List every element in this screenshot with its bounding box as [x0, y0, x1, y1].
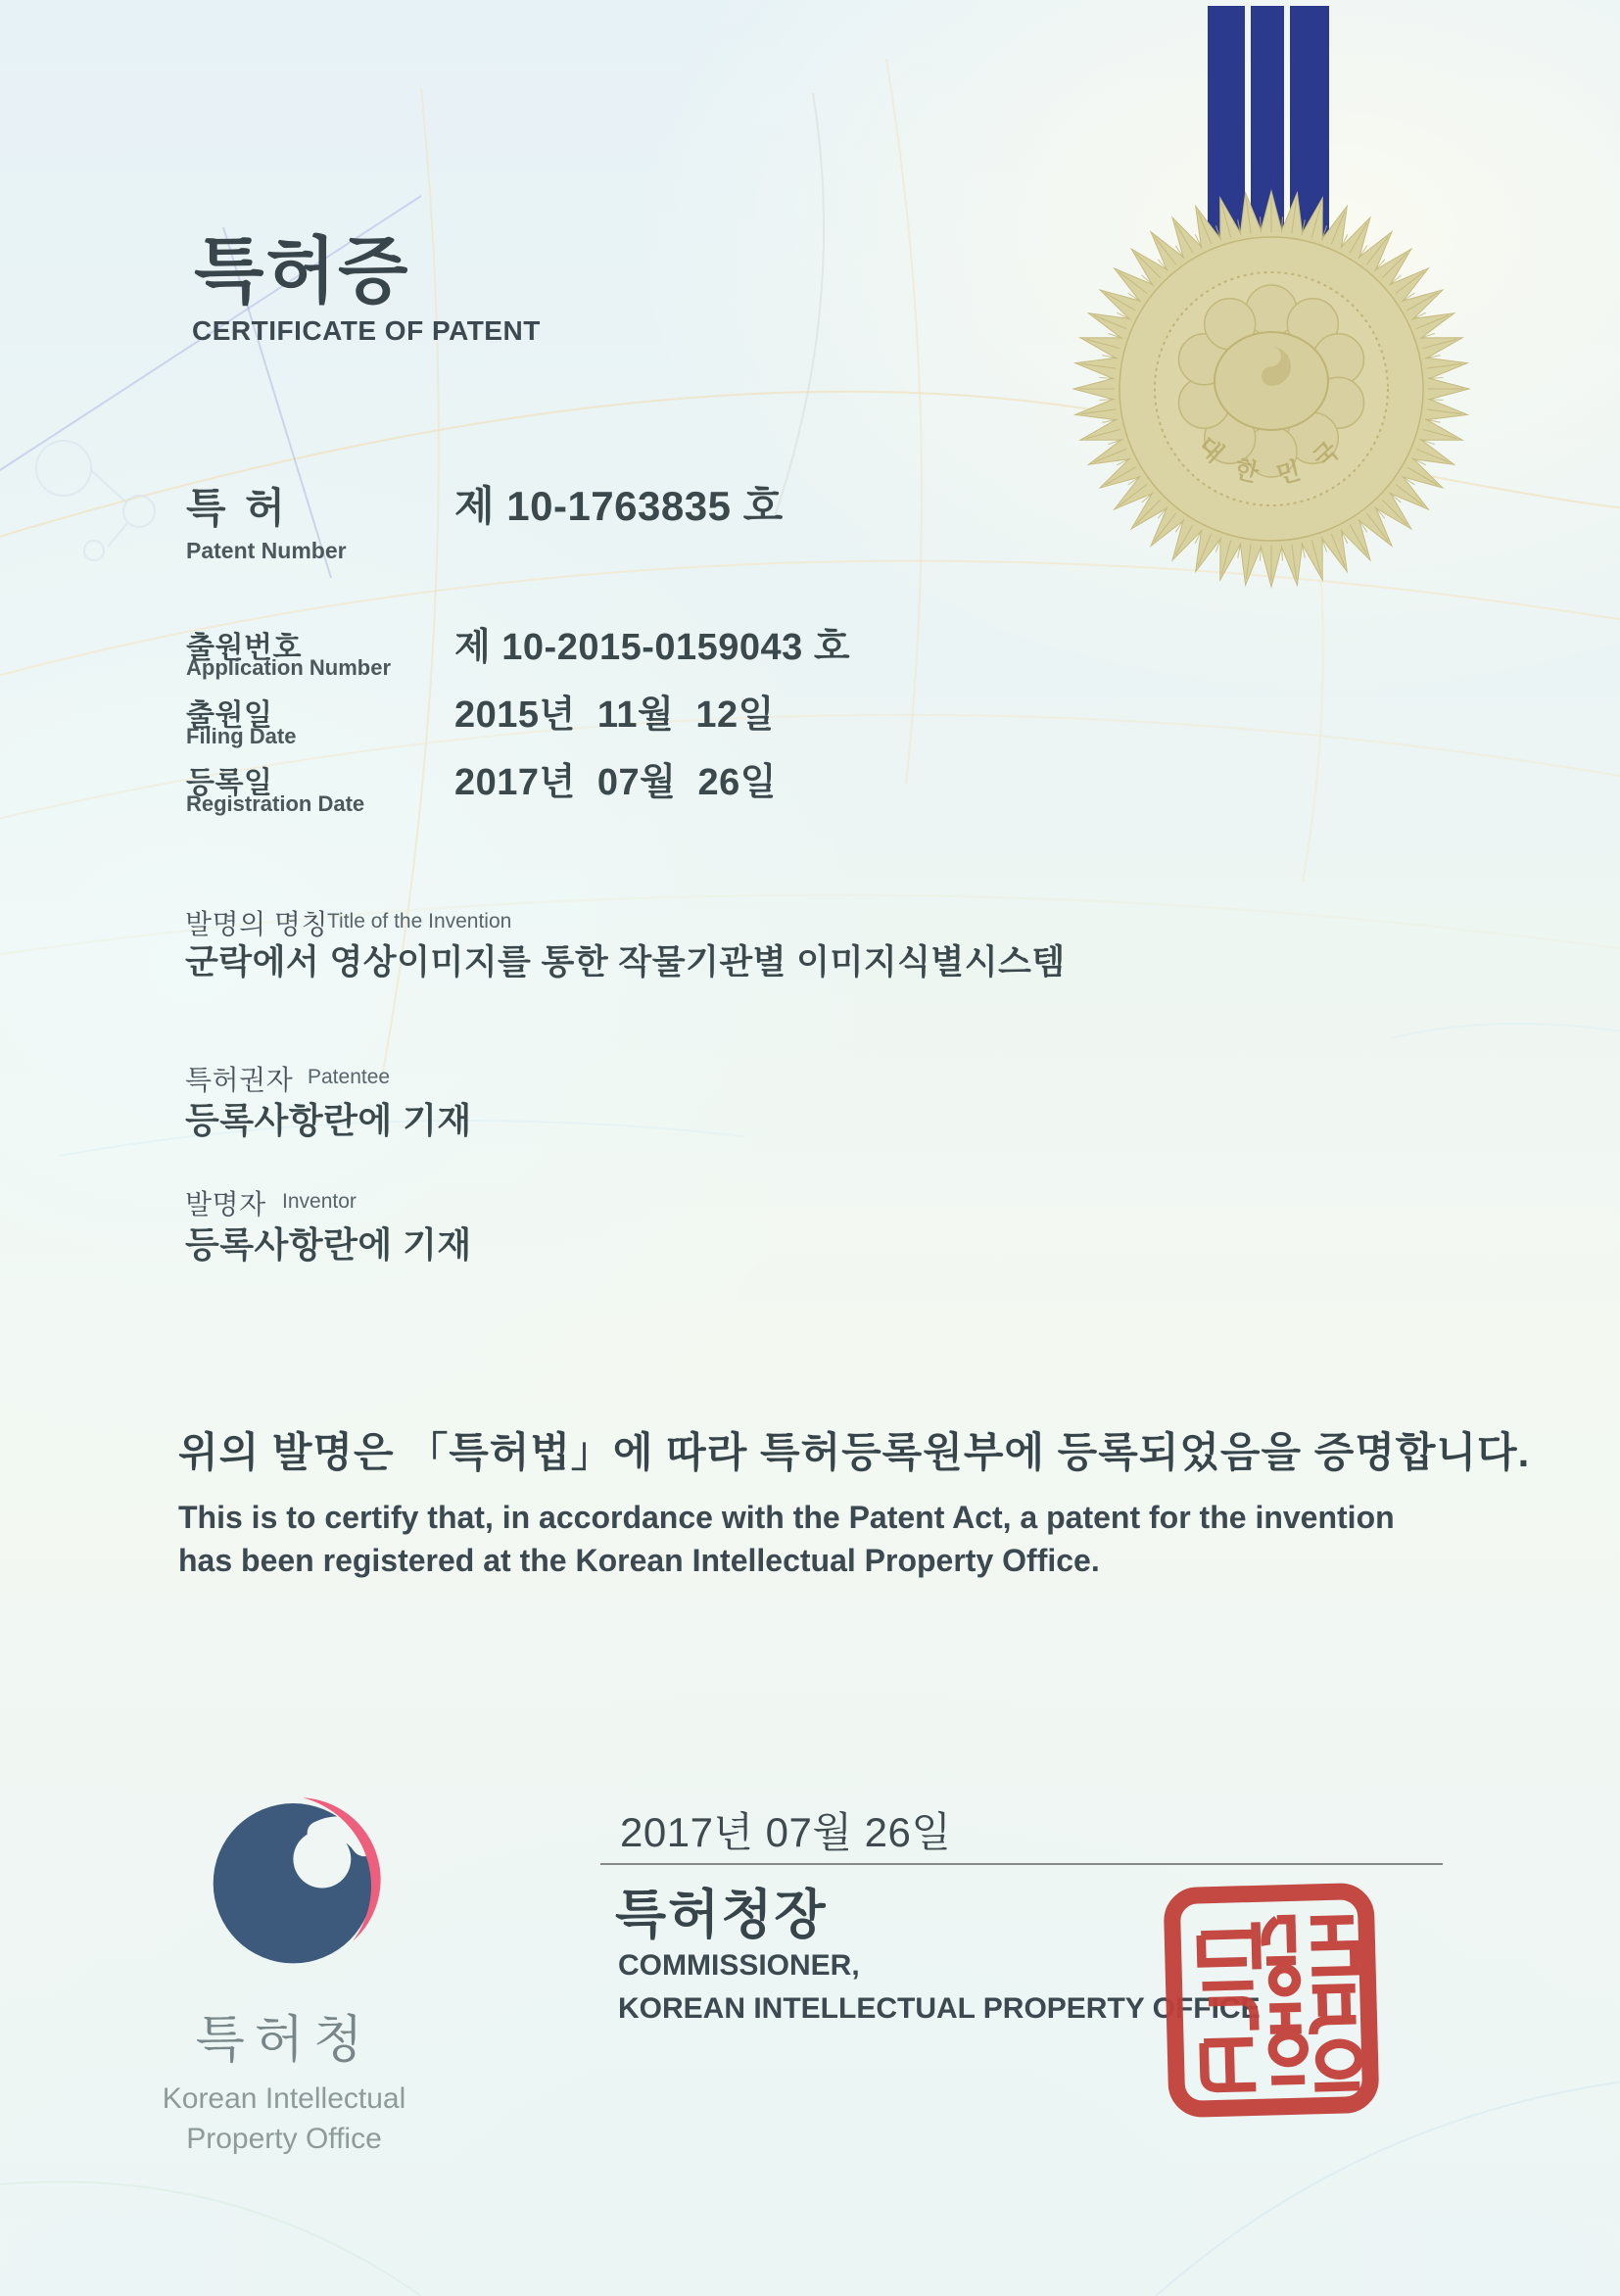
inventor-label-en: Inventor — [282, 1190, 357, 1213]
signature-rule — [600, 1863, 1443, 1865]
patentee-value: 등록사항란에 기재 — [185, 1100, 472, 1140]
filing-date-label-en: Filing Date — [186, 724, 297, 748]
patentee-label-en: Patentee — [308, 1066, 391, 1088]
patentee-label-ko: 특허권자 — [185, 1065, 294, 1095]
agency-name-en — [147, 2079, 421, 2159]
certificate-title-en: CERTIFICATE OF PATENT — [192, 315, 541, 346]
signer-title-en-line1: COMMISSIONER, — [618, 1949, 860, 1982]
statement-english-line2: has been registered at the Korean Intellectual Property Office. — [178, 1543, 1100, 1578]
commissioner-red-seal — [1161, 1880, 1382, 2121]
filing-date-label-ko: 출원일 — [186, 699, 273, 732]
invention-title-value: 군락에서 영상이미지를 통한 작물기관별 이미지식별시스템 — [185, 943, 1066, 981]
application-number-label-en: Application Number — [186, 655, 392, 680]
filing-date-value: 2015년 11월 12일 — [454, 694, 775, 736]
registration-date-value: 2017년 07월 26일 — [454, 762, 777, 803]
kipo-taegeuk-logo — [208, 1785, 394, 1971]
invention-title-label-ko: 발명의 명칭 — [185, 909, 329, 939]
seal-script-strokes — [1201, 1918, 1359, 2090]
agency-name-en-line1: Korean Intellectual — [162, 2082, 406, 2115]
inventor-label-ko: 발명자 — [185, 1189, 266, 1220]
certificate-title-ko: 특허증 — [194, 230, 410, 311]
application-number-value: 제 10-2015-0159043 호 — [454, 627, 851, 668]
agency-name-en-line2: Property Office — [186, 2123, 382, 2155]
signer-title-en-line2: KOREAN INTELLECTUAL PROPERTY OFFICE — [618, 1992, 1261, 2025]
patent-number-label-en: Patent Number — [186, 538, 347, 563]
statement-korean: 위의 발명은 「특허법」에 따라 특허등록원부에 등록되었음을 증명합니다. — [178, 1429, 1531, 1475]
statement-english-line1: This is to certify that, in accordance with the Patent Act, a patent for the invention — [178, 1500, 1395, 1535]
signer-title-ko: 특허청장 — [615, 1886, 828, 1944]
medal-inscription: 대 한 민 국 — [1192, 431, 1351, 490]
issue-date: 2017년 07월 26일 — [620, 1809, 952, 1855]
registration-date-label-en: Registration Date — [186, 791, 365, 816]
patent-number-label-ko: 특 허 — [186, 485, 289, 531]
application-number-label-ko: 출원번호 — [186, 632, 302, 664]
inventor-value: 등록사항란에 기재 — [185, 1224, 472, 1265]
agency-name-ko: 특허청 — [195, 2012, 373, 2069]
patent-number-value: 제 10-1763835 호 — [454, 483, 784, 529]
registration-date-label-ko: 등록일 — [186, 767, 273, 799]
invention-title-label-en: Title of the Invention — [327, 910, 512, 933]
gold-foil-medal — [1071, 188, 1472, 590]
logo-blue-swirl — [214, 1803, 373, 1963]
